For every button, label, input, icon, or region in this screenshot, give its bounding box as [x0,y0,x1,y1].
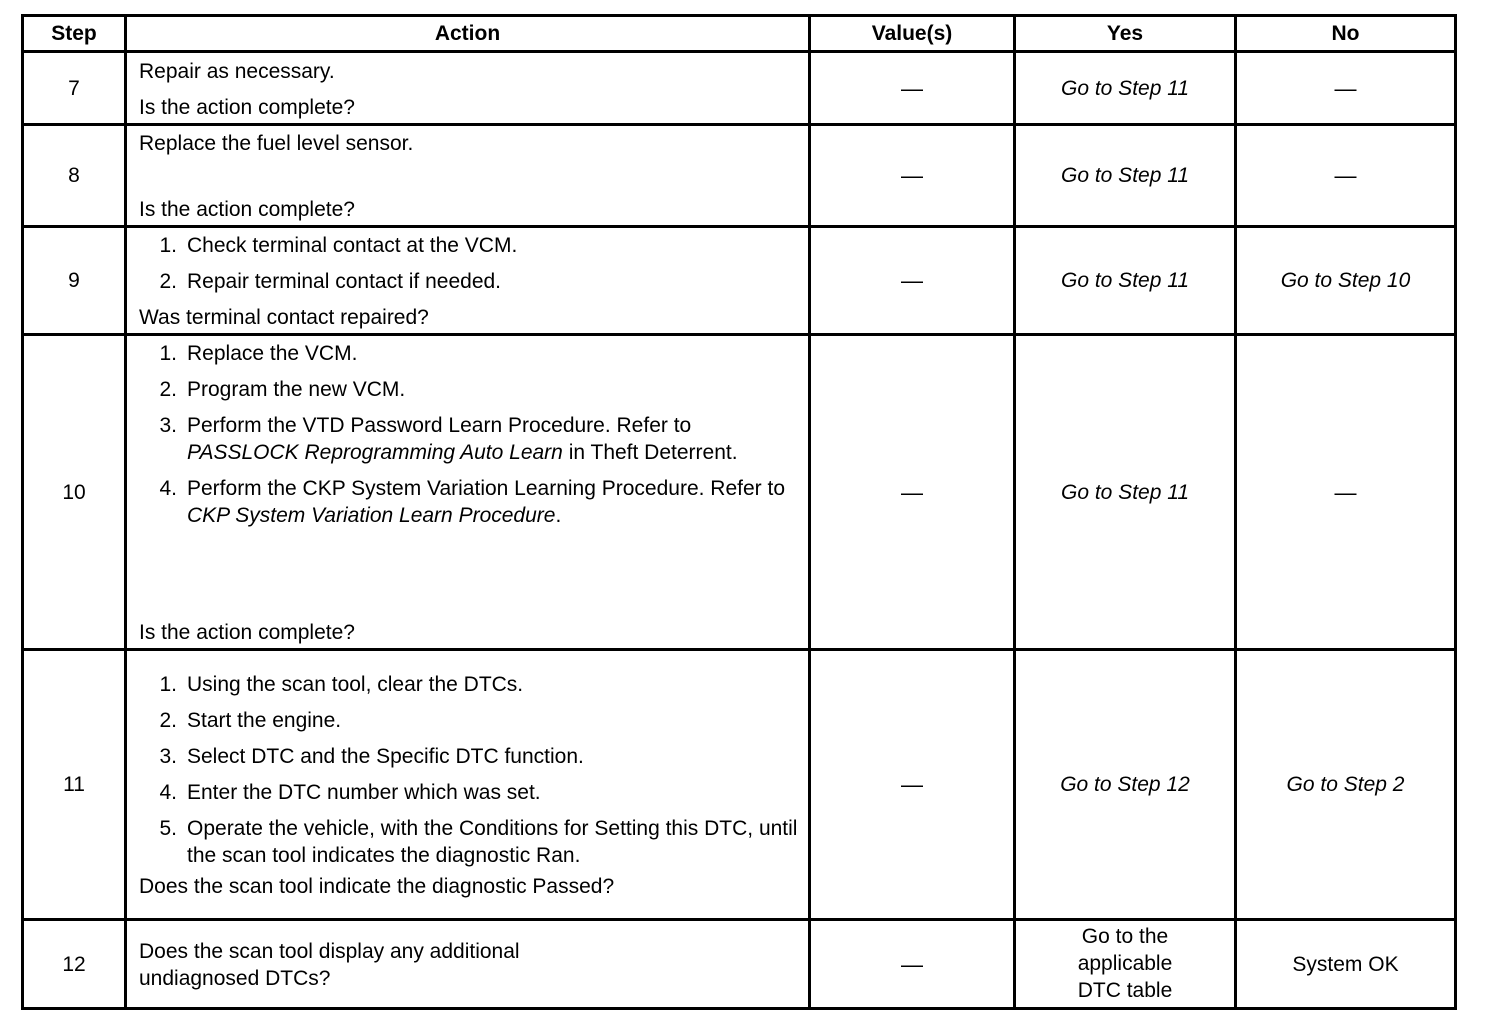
action-steps [139,232,798,295]
list-item: 2. Program the new VCM. [159,378,406,401]
action-question: Was terminal contact repaired? [139,306,429,329]
action-steps [139,340,798,538]
list-item: 5. Operate the vehicle, with the Conditions for Setting this DTC, until the scan tool indicates the diagnostic Ran. [159,817,798,867]
value-cell: — [810,227,1015,335]
yes-cell: Go to Step 11 [1015,335,1236,650]
action-question: Is the action complete? [139,621,355,644]
yes-cell: Go to Step 12 [1015,650,1236,920]
header-yes: Yes [1015,16,1236,52]
step-number: 7 [23,52,126,125]
action-cell [126,52,810,125]
header-values: Value(s) [810,16,1015,52]
reference-link-text: PASSLOCK Reprogramming Auto Learn [187,441,563,464]
header-step: Step [23,16,126,52]
no-cell: — [1236,52,1456,125]
no-cell: Go to Step 2 [1236,650,1456,920]
reference-link-text: CKP System Variation Learn Procedure [187,504,556,527]
action-cell [126,650,810,920]
step-number: 12 [23,920,126,1009]
action-intro: Repair as necessary. [139,59,335,83]
yes-cell: Go to Step 11 [1015,52,1236,125]
list-item: 3. Select DTC and the Specific DTC function. [159,745,584,768]
list-item: 4. Enter the DTC number which was set. [159,781,541,804]
step-number: 10 [23,335,126,650]
value-cell: — [810,335,1015,650]
step-number: 8 [23,125,126,227]
action-cell [126,227,810,335]
action-question: Does the scan tool indicate the diagnostic Passed? [139,875,615,898]
table-row [23,650,1456,920]
list-item: 2. Start the engine. [159,709,342,732]
value-cell: — [810,52,1015,125]
list-item: 1. Using the scan tool, clear the DTCs. [159,673,524,696]
header-row [23,16,1456,52]
no-cell: — [1236,125,1456,227]
table-row [23,920,1456,1009]
yes-cell: Go to Step 11 [1015,227,1236,335]
action-intro: Replace the fuel level sensor. [139,132,414,155]
step-number: 9 [23,227,126,335]
action-cell [126,920,810,1009]
action-question: Does the scan tool display any additional undiagnosed DTCs? [139,940,520,990]
list-item: 4. Perform the CKP System Variation Learning Procedure. Refer to CKP System Variation Learn Procedure. [159,477,786,527]
action-cell [126,125,810,227]
no-cell: — [1236,335,1456,650]
no-cell: Go to Step 10 [1236,227,1456,335]
table-row [23,335,1456,650]
yes-cell: Go to Step 11 [1015,125,1236,227]
no-cell: System OK [1236,920,1456,1009]
yes-cell: Go to the applicable DTC table [1015,920,1236,1009]
diagnostic-table [21,14,1457,1010]
header-action: Action [126,16,810,52]
list-item: 3. Perform the VTD Password Learn Procedure. Refer to PASSLOCK Reprogramming Auto Learn in Theft Deterrent. [159,414,738,464]
action-question: Is the action complete? [139,95,355,119]
value-cell: — [810,125,1015,227]
table-row [23,52,1456,125]
action-question: Is the action complete? [139,198,355,221]
list-item: 1. Check terminal contact at the VCM. [159,234,518,257]
table-row [23,227,1456,335]
table-row [23,125,1456,227]
header-no: No [1236,16,1456,52]
value-cell: — [810,650,1015,920]
action-cell [126,335,810,650]
list-item: 1. Replace the VCM. [159,342,358,365]
value-cell: — [810,920,1015,1009]
list-item: 2. Repair terminal contact if needed. [159,270,502,293]
step-number: 11 [23,650,126,920]
action-steps [139,671,798,869]
